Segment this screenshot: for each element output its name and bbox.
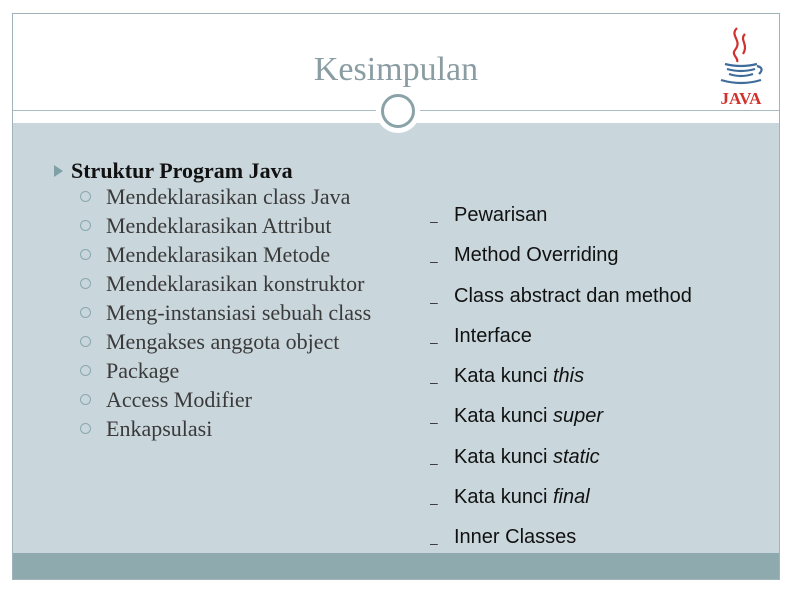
list-item: Mendeklarasikan class Java [80,186,410,208]
dash-bullet-icon: – [430,333,438,350]
cup-icon [721,64,762,83]
dash-bullet-icon: – [430,253,438,270]
list-item: – Kata kunci this [430,362,770,402]
list-item: Package [80,360,410,382]
circle-bullet-icon [80,365,91,376]
dash-bullet-icon: – [430,293,438,310]
list-item: Mendeklarasikan konstruktor [80,273,410,295]
circle-bullet-icon [80,220,91,231]
ring-icon [381,94,415,128]
dash-bullet-icon: – [430,454,438,471]
title-ring-ornament [376,89,420,133]
list-item: Mendeklarasikan Metode [80,244,410,266]
circle-bullet-icon [80,394,91,405]
java-logo [713,22,769,110]
list-item: – Kata kunci final [430,483,770,523]
list-item: Meng-instansiasi sebuah class [80,302,410,324]
left-topic-list [80,186,410,447]
dash-bullet-icon: – [430,374,438,391]
list-item: – Kata kunci super [430,402,770,442]
circle-bullet-icon [80,307,91,318]
circle-bullet-icon [80,249,91,260]
circle-bullet-icon [80,423,91,434]
list-item: Enkapsulasi [80,418,410,440]
triangle-bullet-icon [54,165,63,177]
dash-bullet-icon: – [430,414,438,431]
list-item: Mendeklarasikan Attribut [80,215,410,237]
section-heading [54,158,293,184]
steam-icon [734,28,745,62]
list-item: – Method Overriding [430,241,770,281]
circle-bullet-icon [80,191,91,202]
section-heading-text: Struktur Program Java [71,158,293,183]
list-item: Mengakses anggota object [80,331,410,353]
list-item: – Inner Classes [430,523,770,563]
right-topic-list [430,201,770,564]
dash-bullet-icon: – [430,213,438,229]
logo-wordmark: JAVA [720,89,762,108]
dash-bullet-icon: – [430,535,438,552]
dash-bullet-icon: – [430,495,438,512]
list-item: – Pewarisan [430,201,770,241]
list-item: Access Modifier [80,389,410,411]
slide-title: Kesimpulan [313,51,479,88]
list-item: – Kata kunci static [430,443,770,483]
circle-bullet-icon [80,336,91,347]
circle-bullet-icon [80,278,91,289]
list-item: – Class abstract dan method [430,282,770,322]
list-item: – Interface [430,322,770,362]
